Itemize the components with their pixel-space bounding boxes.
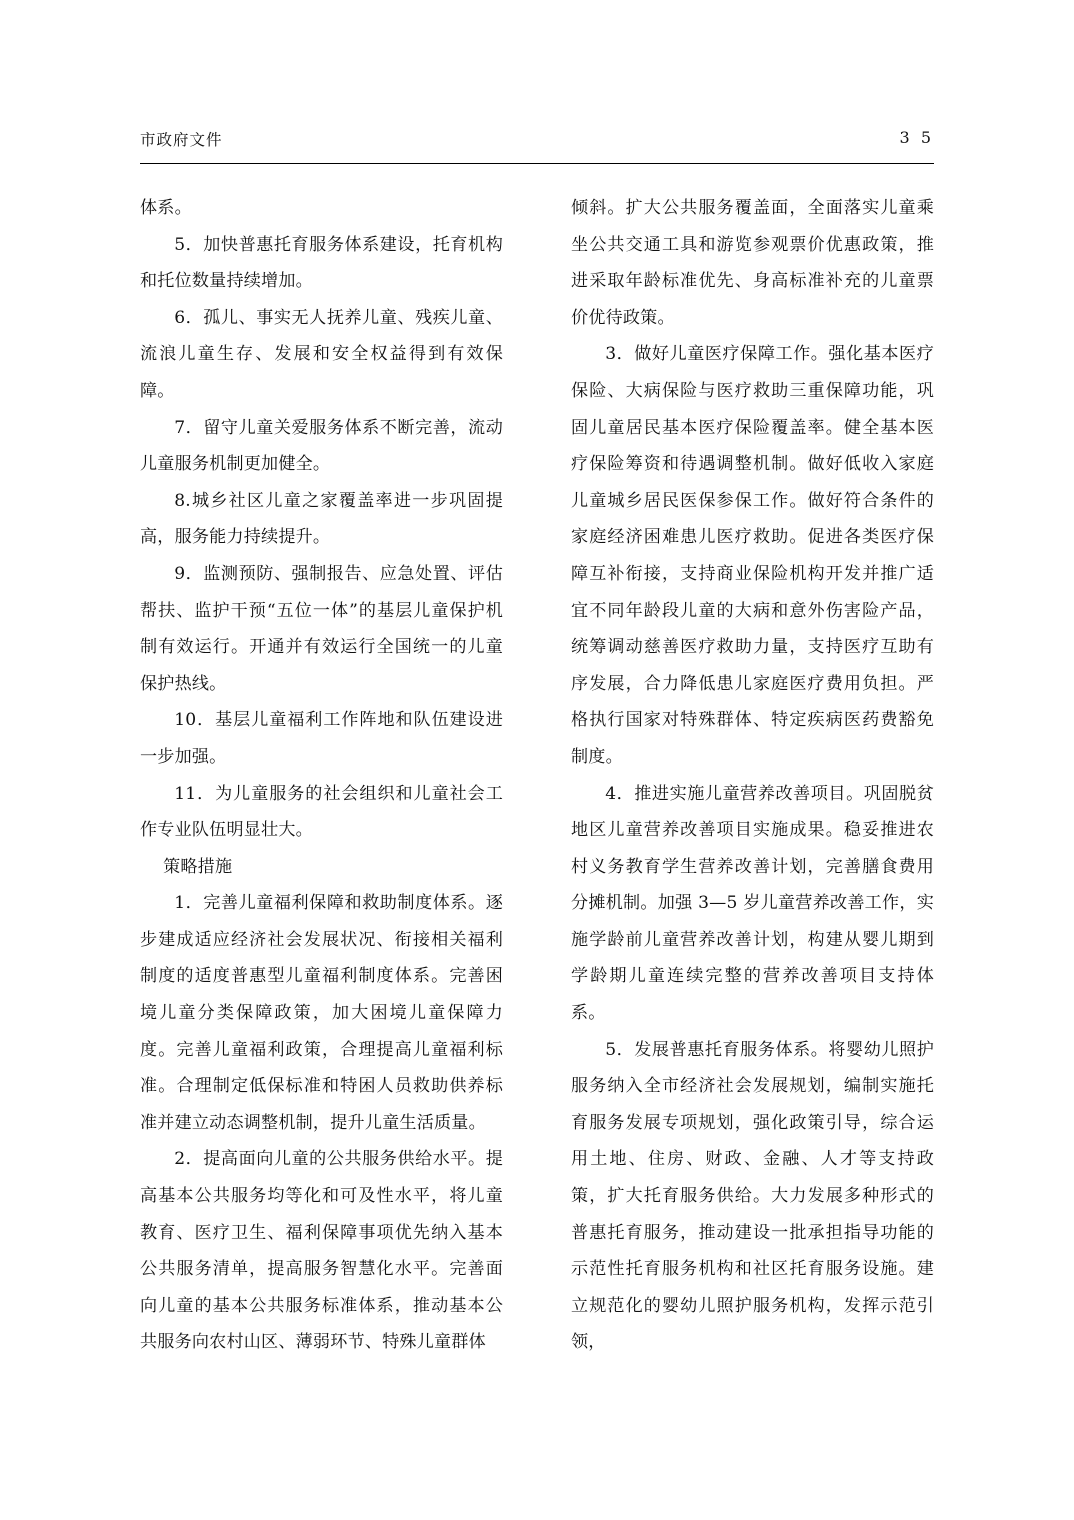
paragraph: 1．完善儿童福利保障和救助制度体系。逐步建成适应经济社会发展状况、衔接相关福利制度的适度普惠型儿童福利制度体系。完善困境儿童分类保障政策，加大困境儿童保障力度。完善儿童福利政策，合理提高儿童福利标准。合理制定低保标准和特困人员救助供养标准并建立动态调整机制，提升儿童生活质量。 — [140, 893, 503, 1133]
header-divider — [140, 163, 934, 164]
paragraph: 5．发展普惠托育服务体系。将婴幼儿照护服务纳入全市经济社会发展规划，编制实施托育服务发展专项规划，强化政策引导，综合运用土地、住房、财政、金融、人才等支持政策，扩大托育服务供给。大力发展多种形式的普惠托育服务，推动建设一批承担指导功能的示范性托育服务机构和社区托育服务设施。建立规范化的婴幼儿照护服务机构，发挥示范引领， — [571, 1039, 934, 1353]
paragraph: 8.城乡社区儿童之家覆盖率进一步巩固提高，服务能力持续提升。 — [140, 490, 503, 548]
paragraph: 7．留守儿童关爱服务体系不断完善，流动儿童服务机制更加健全。 — [140, 417, 503, 475]
paragraph: 6．孤儿、事实无人抚养儿童、残疾儿童、流浪儿童生存、发展和安全权益得到有效保障。 — [140, 307, 503, 401]
paragraph: 9．监测预防、强制报告、应急处置、评估帮扶、监护干预“五位一体”的基层儿童保护机制有效运行。开通并有效运行全国统一的儿童保护热线。 — [140, 563, 503, 694]
header-document-label: 市政府文件 — [140, 131, 223, 149]
paragraph: 2．提高面向儿童的公共服务供给水平。提高基本公共服务均等化和可及性水平，将儿童教育、医疗卫生、福利保障事项优先纳入基本公共服务清单，提高服务智慧化水平。完善面向儿童的基本公共服务标准体系，推动基本公共服务向农村山区、薄弱环节、特殊儿童群体 — [140, 1149, 503, 1353]
paragraph: 5．加快普惠托育服务体系建设，托育机构和托位数量持续增加。 — [140, 234, 503, 292]
paragraph: 倾斜。扩大公共服务覆盖面，全面落实儿童乘坐公共交通工具和游览参观票价优惠政策，推进采取年龄标准优先、身高标准补充的儿童票价优待政策。 — [571, 198, 934, 328]
right-column — [571, 190, 934, 1361]
paragraph: 4．推进实施儿童营养改善项目。巩固脱贫地区儿童营养改善项目实施成果。稳妥推进农村义务教育学生营养改善计划，完善膳食费用分摊机制。加强 3—5 岁儿童营养改善工作，实施学龄前儿童营养改善计划，构建从婴儿期到学龄期儿童连续完整的营养改善项目支持体系。 — [571, 783, 934, 1024]
two-column-body — [140, 190, 934, 1361]
section-heading: 策略措施 — [163, 856, 233, 877]
paragraph: 体系。 — [140, 198, 192, 218]
paragraph: 3．做好儿童医疗保障工作。强化基本医疗保险、大病保险与医疗救助三重保障功能，巩固儿童居民基本医疗保险覆盖率。健全基本医疗保险筹资和待遇调整机制。做好低收入家庭儿童城乡居民医保参保工作。做好符合条件的家庭经济困难患儿医疗救助。促进各类医疗保障互补衔接，支持商业保险机构开发并推广适宜不同年龄段儿童的大病和意外伤害险产品，统筹调动慈善医疗救助力量，支持医疗互助有序发展，合力降低患儿家庭医疗费用负担。严格执行国家对特殊群体、特定疾病医药费豁免制度。 — [571, 344, 934, 767]
page-header — [140, 128, 934, 162]
paragraph: 11．为儿童服务的社会组织和儿童社会工作专业队伍明显壮大。 — [140, 783, 503, 841]
page-number: 3 5 — [899, 128, 934, 147]
left-column — [140, 190, 503, 1361]
paragraph: 10．基层儿童福利工作阵地和队伍建设进一步加强。 — [140, 710, 503, 767]
